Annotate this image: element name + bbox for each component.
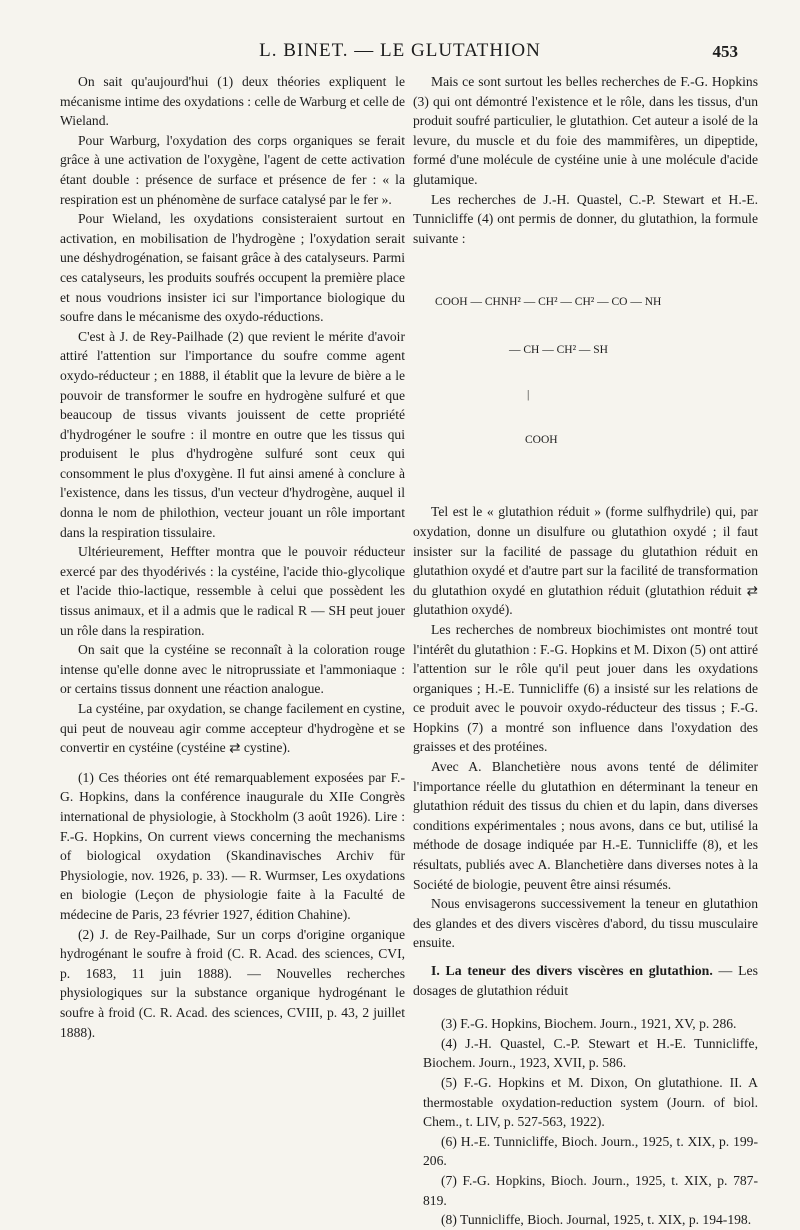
formula-line: COOH — CHNH² — CH² — CH² — CO — NH	[435, 296, 662, 309]
running-title: L. BINET. — LE GLUTATHION	[259, 40, 541, 61]
footnote: (2) J. de Rey-Pailhade, Sur un corps d'origine organique hydrogénant le soufre à froid (C. R. Acad. des sciences, CVI, p. 1683, 11 juin 1888). — Nouvelles recherches physiologiques sur la substance organique hydrogénant le soufre à froid (C. R. Acad. des sciences, CVIII, p. 43, 2 juillet 1888).	[60, 926, 405, 1040]
paragraph: Avec A. Blanchetière nous avons tenté de délimiter l'importance réelle du glutathion en déterminant la teneur en glutathion réduit des tissus du chien et du lapin, dans diverses conditions expérimentales ; nous avons, dans ce but, utilisé la méthode de dosage indiquée par H.-E. Tunnicliffe (8), et les résultats, publiés avec A. Blanchetière dans diverses notes à la Société de biologie, peuvent être ainsi résumés.	[413, 759, 758, 892]
paragraph: Pour Wieland, les oxydations consisteraient surtout en activation, en mobilisation de l'hydrogène ; l'oxydation serait une déshydrogénation, se faisant grâce à des catalyseurs. Parmi ces catalyseurs, les produits soufrés occupent la première place et nous voudrions insister ici sur l'importance biologique du soufre dans le mécanisme des oxydo-réductions.	[60, 211, 405, 325]
paragraph: Les recherches de J.-H. Quastel, C.-P. Stewart et H.-E. Tunnicliffe (4) ont permis de donner, du glutathion, la formule suivante :	[413, 191, 758, 246]
footnote: (5) F.-G. Hopkins et M. Dixon, On glutathione. II. A thermostable oxydation-reduction system (Journ. of biol. Chem., t. LIV, p. 527-563, 1922).	[423, 1074, 758, 1130]
page-number: 453	[712, 42, 738, 61]
formula-line: — CH — CH² — SH	[509, 344, 608, 357]
chemical-formula	[435, 262, 758, 480]
paragraph: Tel est le « glutathion réduit » (forme sulfhydrile) qui, par oxydation, donne un disulfure ou glutathion oxydé ; il faut insister sur la facilité de passage du glutathion réduit en glutathion oxydé et d'autre part sur la facilité de transformation du glutathion oxydé en glutathion réduit (glutathion réduit ⇄ glutathion oxydé).	[413, 504, 758, 618]
formula-line: |	[527, 389, 530, 402]
formula-line: COOH	[525, 434, 558, 447]
left-column	[60, 72, 405, 1042]
footnote: (7) F.-G. Hopkins, Bioch. Journ., 1925, t. XIX, p. 787-819.	[423, 1172, 758, 1208]
paragraph: Ultérieurement, Heffter montra que le pouvoir réducteur exercé par des thyodérivés : la cystéine, l'acide thio-glycolique et l'acide thio-lactique, ressemble à celui que possèdent les tissus animaux, et il a admis que le radical R — SH peut jouer un rôle dans la respiration.	[60, 544, 405, 638]
footnote: (4) J.-H. Quastel, C.-P. Stewart et H.-E. Tunnicliffe, Biochem. Journ., 1923, XVII, p. 586.	[423, 1035, 758, 1071]
footnote: (1) Ces théories ont été remarquablement exposées par F.-G. Hopkins, dans la conférence inaugurale du XIIe Congrès international de physiologie, à Stockholm (3 août 1926). Lire : F.-G. Hopkins, On current views concerning the mechanisms of biological oxydation (Skandinavisches Archiv für Physiologie, nov. 1926, p. 33). — R. Wurmser, Les oxydations en biologie (Leçon de physiologie faite à la Faculté de médecine de Paris, 23 février 1927, édition Chahine).	[60, 769, 405, 922]
paragraph: Mais ce sont surtout les belles recherches de F.-G. Hopkins (3) qui ont démontré l'existence et le rôle, dans les tissus, d'un produit soufré particulier, le glutathion. Cet auteur a isolé de la levure, du muscle et du foie des mammifères, un dipeptide, formé d'une molécule de cystéine unie à une molécule d'acide glutamique.	[413, 74, 758, 187]
paragraph: On sait que la cystéine se reconnaît à la coloration rouge intense qu'elle donne avec le nitroprussiate et l'ammoniaque : or certains tissus donnent une réaction analogue.	[60, 642, 405, 697]
footnote: (3) F.-G. Hopkins, Biochem. Journ., 1921, XV, p. 286.	[441, 1016, 737, 1032]
paragraph: C'est à J. de Rey-Pailhade (2) que revient le mérite d'avoir attiré l'attention sur l'importance du soufre comme agent oxydo-réducteur ; en 1888, il établit que la levure de bière a le pouvoir de transformer le soufre en hydrogène sulfuré et que beaucoup de tissus vivants jouissent de cette propriété d'hydrogéner le soufre : il montre en outre que les tissus qui produisent le plus d'hydrogène sulfuré sont ceux qui consomment le plus d'oxygène. Il fut ainsi amené à conclure à l'existence, dans les tissus, d'un vecteur d'hydrogène, auquel il donna le nom de philothion, vecteur jouant un rôle important dans la respiration tissulaire.	[60, 328, 405, 540]
paragraph: On sait qu'aujourd'hui (1) deux théories expliquent le mécanisme intime des oxydations : celle de Warburg et celle de Wieland.	[60, 74, 405, 129]
paragraph: Les recherches de nombreux biochimistes ont montré tout l'intérêt du glutathion : F.-G. Hopkins et M. Dixon (5) ont attiré l'attention sur le rôle qu'il peut jouer dans les oxydations organiques ; H.-E. Tunnicliffe (6) a insisté sur les relations de ce produit avec le pouvoir oxydo-réducteur des tissus ; F.-G. Hopkins (7) a montré son influence dans l'oxydation des graisses et des protéines.	[413, 621, 758, 755]
paragraph: Nous envisagerons successivement la teneur en glutathion des glandes et des divers viscères d'abord, du tissu musculaire ensuite.	[413, 896, 758, 951]
footnote: (6) H.-E. Tunnicliffe, Bioch. Journ., 1925, t. XIX, p. 199-206.	[423, 1133, 758, 1169]
paragraph: La cystéine, par oxydation, se change facilement en cystine, qui peut de nouveau agir comme accepteur d'hydrogène et se convertir en cystéine (cystéine ⇄ cystine).	[60, 701, 405, 756]
section-heading	[413, 961, 758, 1000]
paragraph: Pour Warburg, l'oxydation des corps organiques se ferait grâce à une activation de l'oxygène, l'agent de cette activation étant double : présence de surface et présence de fer : « la respiration est un phénomène de surface catalysé par le fer ».	[60, 132, 405, 207]
page-header	[0, 40, 800, 70]
footnote: (8) Tunnicliffe, Bioch. Journal, 1925, t. XIX, p. 194-198.	[441, 1212, 752, 1228]
section-title: I. La teneur des divers viscères en glutathion.	[431, 963, 713, 978]
section-text: — Les dosages de glutathion réduit	[413, 963, 758, 998]
right-column	[413, 72, 758, 1230]
